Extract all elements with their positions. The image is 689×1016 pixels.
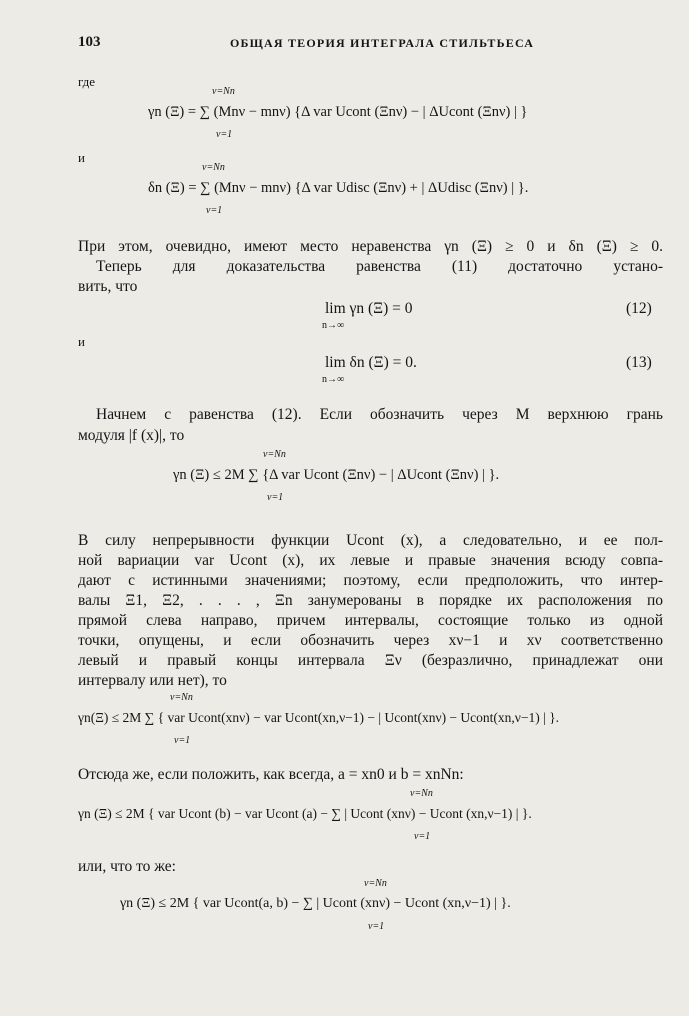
text-p3-line3: дают с истинными значениями; поэтому, если предположить, что интер- — [78, 572, 663, 589]
equation-number-13: (13) — [626, 354, 652, 371]
text-p3-line1: В силу непрерывности функции Ucont (x), а следовательно, и ее пол- — [78, 532, 663, 549]
word-i-2: и — [78, 334, 85, 349]
formula-gamma-estimate-3: γn (Ξ) ≤ 2M { var Ucont (b) − var Ucont (a) − ∑ | Ucont (xnν) − Ucont (xn,ν−1) | }. — [78, 806, 532, 821]
text-teper-line2: вить, что — [78, 278, 138, 295]
formula-limit-delta: lim δn (Ξ) = 0. — [325, 354, 417, 371]
f2-sum-lower-limit: ν=1 — [206, 205, 223, 216]
text-p3-line5: прямой слева направо, причем интервалы, состоящие только из одной — [78, 612, 663, 629]
chapter-title: ОБЩАЯ ТЕОРИЯ ИНТЕГРАЛА СТИЛЬТЬЕСА — [230, 36, 535, 50]
formula-gamma-definition: γn (Ξ) = ∑ (Mnν − mnν) {Δ var Ucont (Ξnν) − | ΔUcont (Ξnν) | } — [148, 104, 528, 120]
word-gde: где — [78, 74, 96, 89]
f7-sum-upper-limit: ν=Nn — [410, 788, 433, 799]
formula-limit-gamma: lim γn (Ξ) = 0 — [325, 300, 413, 317]
f5-sum-upper-limit: ν=Nn — [263, 449, 286, 460]
text-p3-line8: интервалу или нет), то — [78, 672, 227, 689]
text-p3-line4: валы Ξ1, Ξ2, . . . , Ξn занумерованы в порядке их расположения по — [78, 592, 663, 609]
f7-sum-lower-limit: ν=1 — [414, 831, 431, 842]
f3-limit-subscript: n→∞ — [322, 320, 345, 331]
formula-gamma-estimate-final: γn (Ξ) ≤ 2M { var Ucont(a, b) − ∑ | Ucont (xnν) − Ucont (xn,ν−1) | }. — [120, 896, 511, 911]
text-p3-line2: ной вариации var Ucont (x), их левые и правые значения всюду совпа- — [78, 552, 663, 569]
running-header — [78, 34, 658, 54]
text-p3-line6: точки, опущены, и если обозначить через xν−1 и xν соответственно — [78, 632, 663, 649]
formula-delta-definition: δn (Ξ) = ∑ (Mnν − mnν) {Δ var Udisc (Ξnν) + | ΔUdisc (Ξnν) | }. — [148, 180, 529, 196]
text-p2-line1: Начнем с равенства (12). Если обозначить через M верхнюю грань — [96, 406, 663, 423]
f6-sum-upper-limit: ν=Nn — [170, 692, 193, 703]
text-p3-line7: левый и правый концы интервала Ξν (безразлично, принадлежат они — [78, 652, 663, 669]
f8-sum-lower-limit: ν=1 — [368, 921, 385, 932]
f4-limit-subscript: n→∞ — [322, 374, 345, 385]
word-i-1: и — [78, 150, 85, 165]
text-teper-line1: Теперь для доказательства равенства (11) достаточно устано- — [96, 258, 663, 275]
text-ili: или, что то же: — [78, 858, 176, 875]
f6-sum-lower-limit: ν=1 — [174, 735, 191, 746]
f8-sum-upper-limit: ν=Nn — [364, 878, 387, 889]
page-number: 103 — [78, 34, 101, 50]
text-p2-line2: модуля |f (x)|, то — [78, 427, 185, 444]
f1-sum-upper-limit: ν=Nn — [212, 86, 235, 97]
f5-sum-lower-limit: ν=1 — [267, 492, 284, 503]
text-inequality-line: При этом, очевидно, имеют место неравенства γn (Ξ) ≥ 0 и δn (Ξ) ≥ 0. — [78, 238, 663, 255]
formula-gamma-estimate-1: γn (Ξ) ≤ 2M ∑ {Δ var Ucont (Ξnν) − | ΔUcont (Ξnν) | }. — [173, 467, 500, 483]
f2-sum-upper-limit: ν=Nn — [202, 162, 225, 173]
formula-gamma-estimate-2: γn(Ξ) ≤ 2M ∑ { var Ucont(xnν) − var Ucont(xn,ν−1) − | Ucont(xnν) − Ucont(xn,ν−1) | }. — [78, 710, 560, 725]
f1-sum-lower-limit: ν=1 — [216, 129, 233, 140]
text-otsyuda: Отсюда же, если положить, как всегда, a = xn0 и b = xnNn: — [78, 766, 464, 783]
equation-number-12: (12) — [626, 300, 652, 317]
